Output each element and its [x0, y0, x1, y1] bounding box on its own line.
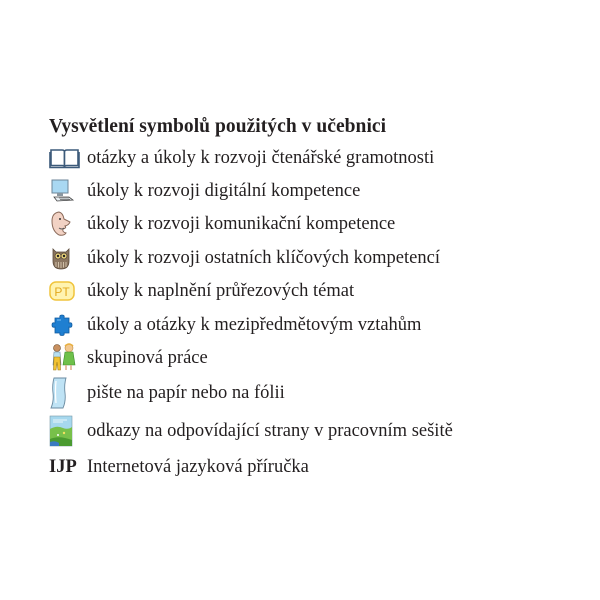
face-icon: [49, 207, 81, 241]
legend-item-label: úkoly k rozvoji komunikační kompetence: [87, 214, 396, 234]
children-icon: [49, 341, 81, 375]
legend-item-label: Internetová jazyková příručka: [87, 457, 309, 477]
legend-item-label: úkoly k rozvoji digitální kompetence: [87, 180, 361, 201]
legend-item-group-work: [49, 341, 569, 375]
legend-item-label: úkoly k naplnění průřezových témat: [87, 281, 355, 301]
computer-icon: [49, 174, 81, 207]
symbol-legend: [49, 114, 569, 483]
legend-item-workbook-reference: [49, 411, 569, 451]
svg-text:PT: PT: [54, 285, 70, 299]
legend-item-digital-competence: [49, 174, 569, 207]
legend-item-label: úkoly a otázky k mezipředmětovým vztahům: [87, 314, 422, 335]
owl-icon: [49, 241, 81, 274]
book-icon: [49, 142, 81, 174]
legend-item-cross-curricular-topics: [49, 274, 569, 308]
legend-item-communication-competence: [49, 207, 569, 241]
legend-item-label: pište na papír nebo na fólii: [87, 383, 285, 403]
pt-badge-icon: [49, 274, 81, 308]
ijp-abbreviation: IJP: [49, 457, 77, 477]
legend-item-language-handbook: [49, 451, 569, 483]
legend-title: Vysvětlení symbolů použitých v učebnici: [49, 116, 387, 137]
legend-item-label: odkazy na odpovídající strany v pracovním sešitě: [87, 421, 453, 441]
puzzle-icon: [49, 308, 81, 341]
legend-item-label: úkoly k rozvoji ostatních klíčových kompetencí: [87, 247, 440, 268]
legend-item-reading-literacy: [49, 142, 569, 174]
workbook-icon: [49, 411, 81, 451]
foil-sheet-icon: [49, 375, 81, 411]
legend-item-write-on-paper: [49, 375, 569, 411]
legend-item-interdisciplinary: [49, 308, 569, 341]
legend-item-label: skupinová práce: [87, 348, 208, 368]
legend-item-label: otázky a úkoly k rozvoji čtenářské gramotnosti: [87, 148, 435, 168]
legend-item-key-competences: [49, 241, 569, 274]
